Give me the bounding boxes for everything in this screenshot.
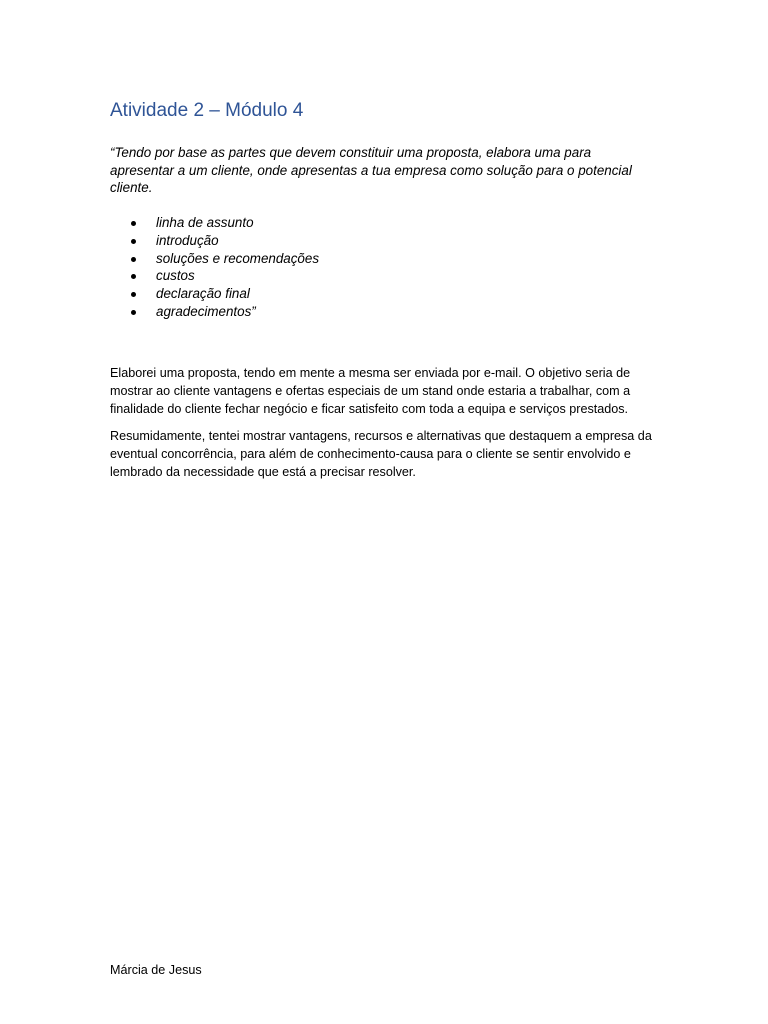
document-title: Atividade 2 – Módulo 4 xyxy=(110,100,304,121)
list-item xyxy=(110,303,319,321)
list-item-text: soluções e recomendações xyxy=(156,250,320,266)
list-item xyxy=(110,214,319,232)
bullet-list xyxy=(110,214,319,321)
list-item xyxy=(110,250,319,268)
bullet-dot-icon xyxy=(131,274,136,279)
bullet-dot-icon xyxy=(131,292,136,297)
bullet-dot-icon xyxy=(131,239,136,244)
bullet-dot-icon xyxy=(131,221,136,226)
list-item-text: declaração final xyxy=(156,286,250,302)
list-item xyxy=(110,232,319,250)
list-item-text: custos xyxy=(156,268,195,284)
author-footer: Márcia de Jesus xyxy=(110,963,202,977)
bullet-dot-icon xyxy=(131,310,136,315)
list-item-text: introdução xyxy=(156,232,219,248)
list-item xyxy=(110,267,319,285)
list-item-text: agradecimentos” xyxy=(156,303,256,319)
assignment-quote: “Tendo por base as partes que devem constituir uma proposta, elabora uma para apresentar a um cliente, onde apresentas a tua empresa como solução para o potencial cliente. xyxy=(110,145,632,196)
body-paragraph-2: Resumidamente, tentei mostrar vantagens, recursos e alternativas que destaquem a empresa da eventual concorrência, para além de conhecimento-causa para o cliente se sentir envolvido e lembrado da necessidade que está a precisar resolver. xyxy=(110,429,652,479)
bullet-dot-icon xyxy=(131,257,136,262)
list-item-text: linha de assunto xyxy=(156,215,254,230)
body-paragraph-1: Elaborei uma proposta, tendo em mente a mesma ser enviada por e-mail. O objetivo seria de mostrar ao cliente vantagens e ofertas especiais de um stand onde estaria a trabalhar, com a finalidade do cliente fechar negócio e ficar satisfeito com toda a equipa e serviços prestados. xyxy=(110,366,631,416)
list-item xyxy=(110,285,319,303)
